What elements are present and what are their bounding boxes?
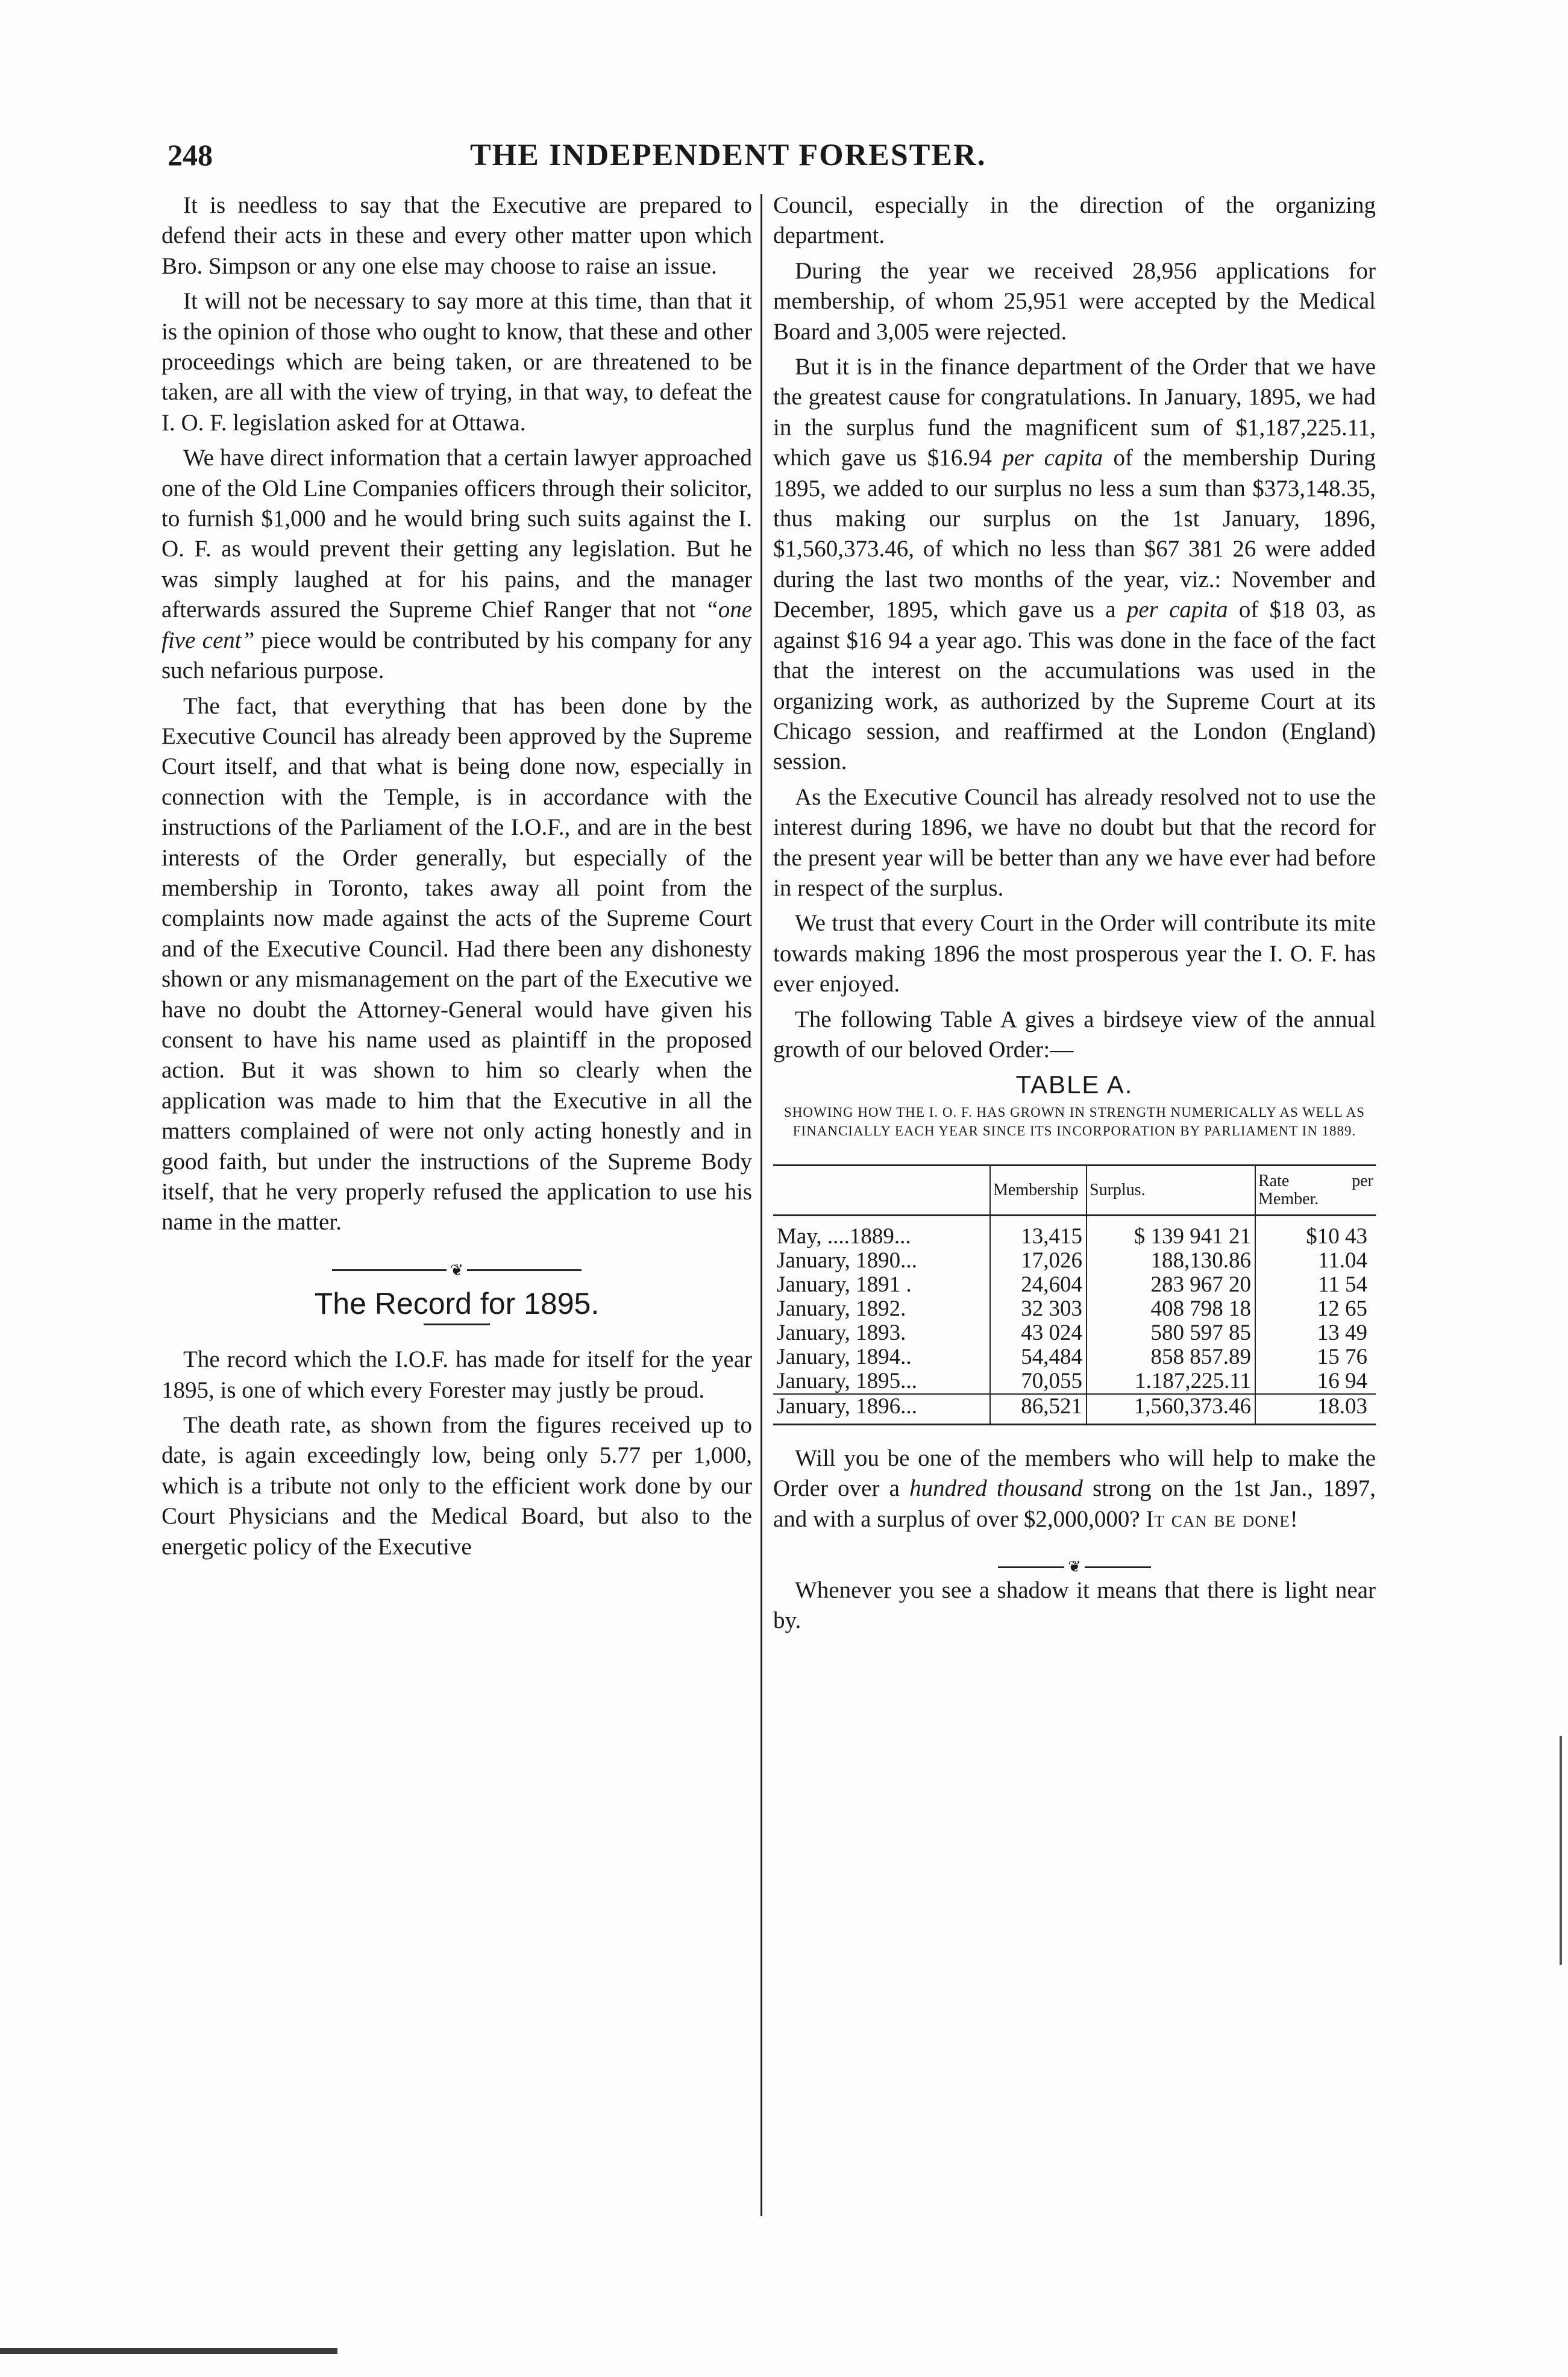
emphasis: “one five cent”	[162, 597, 752, 653]
header-rate: Rate per Member.	[1255, 1165, 1376, 1215]
header-date	[773, 1165, 990, 1215]
emphasis: per capita	[1126, 597, 1228, 623]
paragraph: Whenever you see a shadow it means that there is light near by.	[773, 1577, 1376, 1634]
table-row: January, 1892. 32 303 408 798 18 12 65	[773, 1297, 1376, 1321]
paragraph: The fact, that everything that has been done by the Executive Council has already been approved by the Supreme Court itself, and that what is being done now, especially in connection with the Temple, is in accordance with the instructions of the Parliament of the I.O.F., and are in the best interests of the Order generally, but especially of the membership in Toronto, takes away all point from the complaints now made against the acts of the Supreme Court and of the Executive Council. Had there been any dishonesty shown or any mismanagement on the part of the Executive we have no doubt the Attorney-General would have given his consent to have his name used as plaintiff in the proposed action. But it was shown to him so clearly when the application was made to him that the Executive in all the matters complained of were not only acting honestly and in good faith, but under the instructions of the Supreme Body itself, that he very properly refused the application to use his name in the matter.	[162, 692, 752, 1236]
table-row: January, 1895... 70,055 1.187,225.11 16 94	[773, 1369, 1376, 1394]
page-header	[0, 137, 1568, 186]
growth-table	[773, 1164, 1376, 1425]
paragraph: We trust that every Court in the Order will contribute its mite towards making 1896 the most prosperous year the I. O. F. has ever enjoyed.	[773, 910, 1376, 997]
paragraph: As the Executive Council has already resolved not to use the interest during 1896, we have no doubt but that the record for the present year will be better than any we have ever had before in respect of the surplus.	[773, 783, 1376, 901]
page-number: 248	[168, 138, 213, 172]
emphasis: per capita	[1002, 445, 1103, 471]
table-title: TABLE A.	[1015, 1070, 1134, 1099]
header-surplus: Surplus.	[1087, 1165, 1255, 1215]
paragraph: But it is in the finance department of the Order that we have the greatest cause for congratulations. In January, 1895, we had in the surplus fund the magnificent sum of $1,187,225.11, which gave us $16.94 per capita of the membership During 1895, we added to our surplus no less a sum than $373,148.35, thus making our surplus on the 1st January, 1896, $1,560,373.46, of which no less than $67 381 26 were added during the last two months of the year, viz.: November and December, 1895, which gave us a per capita of $18 03, as against $16 94 a year ago. This was done in the face of the fact that the interest on the accumulations was used in the organizing work, as authorized by the Supreme Court at its Chicago session, and reaffirmed at the London (England) session.	[773, 354, 1376, 775]
table-row: January, 1890... 17,026 188,130.86 11.04	[773, 1249, 1376, 1273]
table-caption: SHOWING HOW THE I. O. F. HAS GROWN IN STRENGTH NUMERICALLY AS WELL AS FINANCIALLY EACH YEAR SINCE ITS INCORPORATION BY PARLIAMENT IN 1889.	[784, 1104, 1365, 1138]
paragraph: It is needless to say that the Executive are prepared to defend their acts in these and every other matter upon which Bro. Simpson or any one else may choose to raise an issue.	[162, 192, 752, 279]
table-row: January, 1894.. 54,484 858 857.89 15 76	[773, 1345, 1376, 1369]
paragraph: The following Table A gives a birdseye view of the annual growth of our beloved Order:—	[773, 1006, 1376, 1063]
right-column	[773, 190, 1376, 1641]
paragraph: Will you be one of the members who will help to make the Order over a hundred thousand strong on the 1st Jan., 1897, and with a surplus of over $2,000,000? It can be done!	[773, 1445, 1376, 1532]
section-ornament: ❦	[773, 1550, 1376, 1562]
paragraph: The record which the I.O.F. has made for itself for the year 1895, is one of which every Forester may justly be proud.	[162, 1346, 752, 1403]
table-row: January, 1891 . 24,604 283 967 20 11 54	[773, 1273, 1376, 1297]
paragraph: It will not be necessary to say more at this time, than that it is the opinion of those who ought to know, that these and other proceedings which are being taken, or are threatened to be taken, are all with the view of trying, in that way, to defeat the I. O. F. legislation asked for at Ottawa.	[162, 288, 752, 436]
paragraph: Council, especially in the direction of the organizing department.	[773, 192, 1376, 249]
scan-artifact	[0, 2348, 337, 2354]
heading-rule	[424, 1324, 490, 1325]
emphasis: hundred thousand	[909, 1475, 1083, 1502]
table-row: May, ....1889... 13,415 $ 139 941 21 $10 43	[773, 1215, 1376, 1249]
column-divider	[760, 194, 762, 2216]
small-caps-phrase: It can be done!	[1146, 1506, 1299, 1532]
paragraph: We have direct information that a certain lawyer approached one of the Old Line Companies officers through their solicitor, to furnish $1,000 and he would bring such suits against the I. O. F. as would prevent their getting any legislation. But he was simply laughed at for his pains, and the manager afterwards assured the Supreme Chief Ranger that not “one five cent” piece would be contributed by his company for any such nefarious purpose.	[162, 445, 753, 684]
table-header-row	[773, 1165, 1376, 1215]
paragraph: During the year we received 28,956 applications for membership, of whom 25,951 were accepted by the Medical Board and 3,005 were rejected.	[773, 257, 1376, 345]
table-row: January, 1896... 86,521 1,560,373.46 18.03	[773, 1394, 1376, 1425]
section-ornament: ❦	[162, 1254, 752, 1266]
scan-artifact	[1560, 1736, 1562, 1965]
paragraph: The death rate, as shown from the figures received up to date, is again exceedingly low, being only 5.77 per 1,000, which is a tribute not only to the efficient work done by our Court Physicians and the Medical Board, but also to the energetic policy of the Executive	[162, 1412, 752, 1560]
left-column	[162, 190, 752, 1567]
section-heading: The Record for 1895.	[314, 1286, 600, 1320]
header-membership: Membership	[990, 1165, 1087, 1215]
table-row: January, 1893. 43 024 580 597 85 13 49	[773, 1321, 1376, 1345]
running-title: THE INDEPENDENT FORESTER.	[470, 138, 986, 172]
